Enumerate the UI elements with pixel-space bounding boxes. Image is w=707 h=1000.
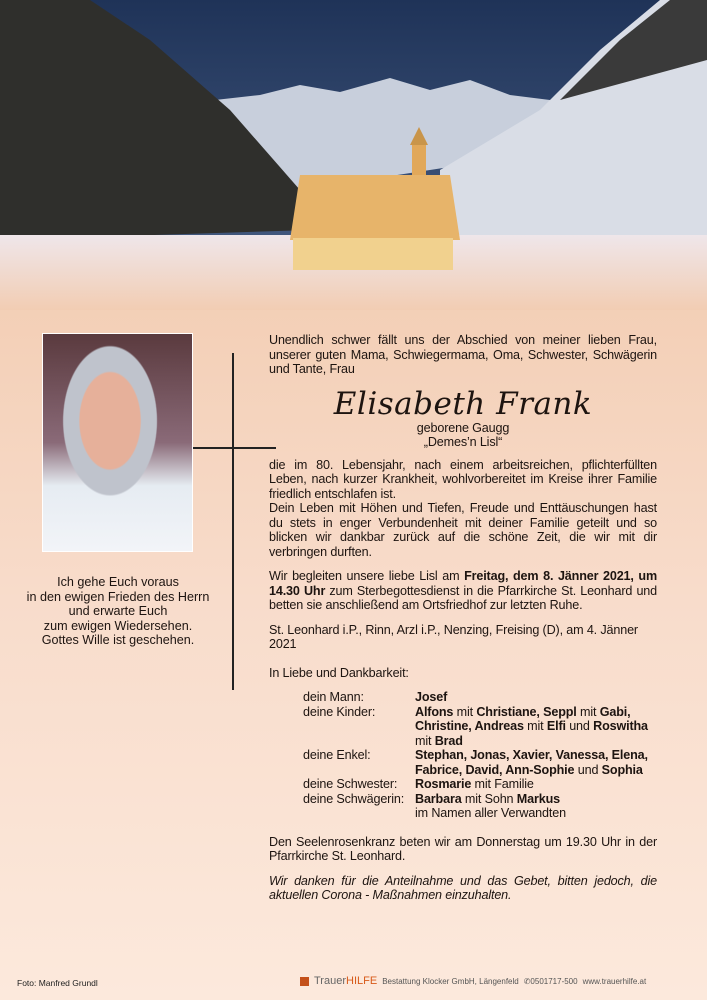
quote-line: in den ewigen Frieden des Herrn xyxy=(26,589,210,604)
hero-landscape-image xyxy=(0,0,707,310)
corona-text: Wir danken für die Anteilnahme und das Gebet, bitten jedoch, die aktuellen Corona - Maßnahmen einzuhalten. xyxy=(269,873,657,902)
family-members: Alfons mit Christiane, Seppl mit Gabi, Christine, Andreas mit Elfi und Roswitha mit Brad xyxy=(415,704,648,748)
cross-horizontal xyxy=(193,447,276,449)
photo-credit: Foto: Manfred Grundl xyxy=(17,978,98,988)
family-label: deine Schwägerin: xyxy=(303,791,405,806)
quote-line: Gottes Wille ist geschehen. xyxy=(41,633,195,647)
phone: ✆0501717-500 xyxy=(523,976,578,986)
cross-vertical xyxy=(232,353,234,690)
family-list xyxy=(303,690,657,821)
quote-line: Ich gehe Euch voraus xyxy=(57,575,179,589)
family-members: Josef xyxy=(415,690,448,704)
company: Bestattung Klocker GmbH, Längenfeld xyxy=(382,976,519,986)
intro-text: Unendlich schwer fällt uns der Abschied von meiner lieben Frau, unserer guten Mama, Schwiegermama, Oma, Schwester, Schwägerin und Tante, Frau xyxy=(269,333,657,376)
quote xyxy=(14,575,222,648)
funeral-post: zum Sterbegottesdienst in die Pfarrkirche St. Leonhard und betten sie anschließend am Ortsfriedhof zur letzten Ruhe. xyxy=(269,583,658,612)
body-text-2: Dein Leben mit Höhen und Tiefen, Freude und Enttäuschungen hast du stets in enger Verbundenheit mit deiner Familie geteilt und so blicken wir dankbar zurück auf die schöne Zeit, die wir mit dir verbringen durften. xyxy=(269,501,657,559)
body-text-1: die im 80. Lebensjahr, nach einem arbeitsreichen, pflichterfüllten Leben, nach kurzer Krankheit, wohlvorbereitet im Kreise ihrer Familie friedlich entschlafen ist. xyxy=(269,457,657,501)
thanks-heading: In Liebe und Dankbarkeit: xyxy=(269,665,409,680)
places-date: St. Leonhard i.P., Rinn, Arzl i.P., Nenzing, Freising (D), am 4. Jänner 2021 xyxy=(269,622,638,651)
birth-name: geborene Gaugg xyxy=(416,420,510,435)
portrait-photo xyxy=(42,333,193,552)
funeral-pre: Wir begleiten unsere liebe Lisl am xyxy=(269,569,465,583)
family-members: Rosmarie mit Familie xyxy=(415,777,534,791)
quote-line: zum ewigen Wiedersehen. xyxy=(43,618,193,633)
footer-brand xyxy=(300,975,646,987)
rosary-text: Den Seelenrosenkranz beten wir am Donnerstag um 19.30 Uhr in der Pfarrkirche St. Leonhard. xyxy=(269,834,657,863)
family-label: deine Kinder: xyxy=(303,704,376,719)
family-members: Barbara mit Sohn Markus im Namen aller Verwandten xyxy=(415,791,566,820)
nickname: „Demes’n Lisl“ xyxy=(423,435,503,449)
funeral-text xyxy=(269,569,657,613)
quote-line: und erwarte Euch xyxy=(68,604,168,618)
family-label: deine Enkel: xyxy=(303,748,371,762)
family-label: deine Schwester: xyxy=(303,777,398,791)
family-members: Stephan, Jonas, Xavier, Vanessa, Elena, Fabrice, David, Ann-Sophie und Sophia xyxy=(415,748,648,777)
website-link[interactable]: www.trauerhilfe.at xyxy=(582,976,647,986)
trauerhilfe-logo-icon xyxy=(300,977,309,986)
family-label: dein Mann: xyxy=(303,690,364,704)
funeral-date: Freitag, dem 8. Jänner 2021, um 14.30 Uhr xyxy=(269,569,658,598)
brand-name: TrauerHILFE xyxy=(314,975,378,987)
deceased-name: Elisabeth Frank xyxy=(333,385,593,422)
